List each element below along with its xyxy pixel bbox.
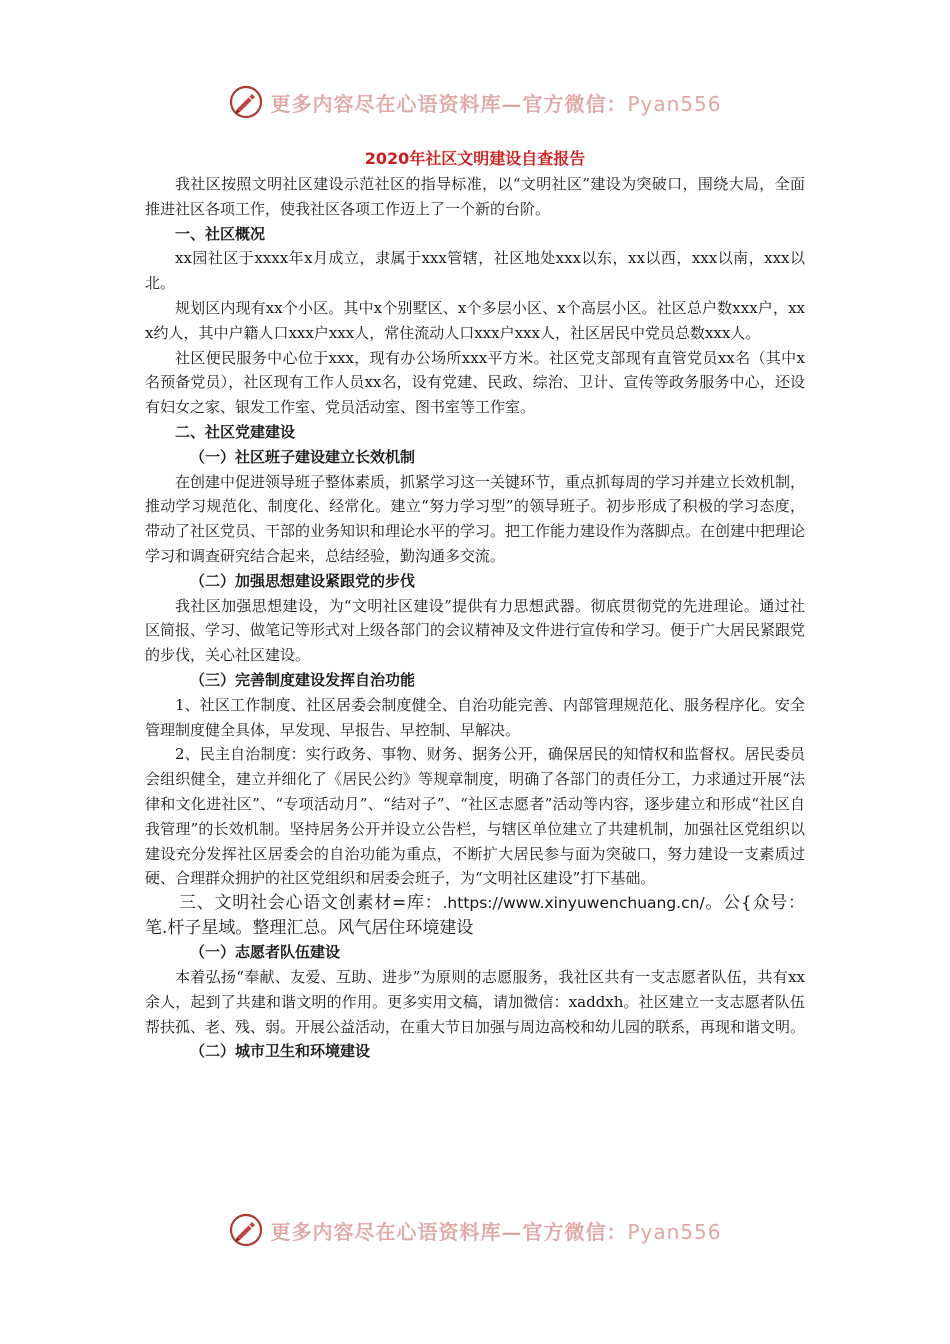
section-2-sub-1-heading: （一）社区班子建设建立长效机制	[190, 447, 416, 466]
section-2-sub-2-heading: （二）加强思想建设紧跟党的步伐	[190, 571, 416, 590]
source-url-link[interactable]: .https://www.xinyuwenchuang.cn/	[442, 894, 705, 913]
section-3-heading: 三、文明社会心语文创素材=库：.https://www.xinyuwenchuang.cn/。公{众号：笔.杆子星域。整理汇总。风气居住环境建设	[145, 893, 805, 938]
section-3-sub-2-heading: （二）城市卫生和环境建设	[190, 1042, 371, 1061]
pen-logo-icon	[228, 84, 264, 120]
section-2-sub-3-heading: （三）完善制度建设发挥自治功能	[190, 670, 416, 689]
banner-text: 更多内容尽在心语资料库—官方微信：Pyan556	[270, 1219, 722, 1244]
intro-paragraph: 我社区按照文明社区建设示范社区的指导标准，以“文明社区”建设为突破口，围绕大局，全面推进社区各项工作，使我社区各项工作迈上了一个新的台阶。	[145, 175, 805, 218]
section-1-heading: 一、社区概况	[175, 224, 266, 243]
section-3-sub-1-heading: （一）志愿者队伍建设	[190, 943, 341, 962]
document-body	[145, 172, 805, 1064]
section-1-paragraph: xx园社区于xxxx年x月成立，隶属于xxx管辖，社区地处xxx以东，xx以西，xxx以南，xxx以北。	[145, 249, 805, 293]
banner-text: 更多内容尽在心语资料库—官方微信：Pyan556	[270, 91, 722, 116]
section-1-paragraph: 社区便民服务中心位于xxx，现有办公场所xxx平方米。社区党支部现有直管党员xx名（其中x名预备党员），社区现有工作人员xx名，设有党建、民政、综治、卫计、宣传等政务服务中心，还设有妇女之家、银发工作室、党员活动室、图书室等工作室。	[145, 348, 805, 417]
section-2-sub-1-text: 在创建中促进领导班子整体素质，抓紧学习这一关键环节，重点抓每周的学习并建立长效机制，推动学习规范化、制度化、经常化。建立“努力学习型”的领导班子。初步形成了积极的学习态度，带动了社区党员、干部的业务知识和理论水平的学习。把工作能力建设作为落脚点。在创建中把理论学习和调查研究结合起来，总结经验，勤沟通多交流。	[145, 472, 806, 565]
banner-wechat-id: Pyan556	[627, 1219, 722, 1244]
section-3-sub-1-text: 本着弘扬“奉献、友爱、互助、进步”为原则的志愿服务，我社区共有一支志愿者队伍，共有xx余人，起到了共建和谐文明的作用。更多实用文稿，请加微信：xaddxh。社区建立一支志愿者队伍帮扶孤、老、残、弱。开展公益活动，在重大节日加强与周边高校和幼儿园的联系，再现和谐文明。	[145, 968, 806, 1036]
pen-logo-icon	[228, 1212, 264, 1248]
header-banner	[0, 80, 950, 124]
section-2-sub-2-text: 我社区加强思想建设，为“文明社区建设”提供有力思想武器。彻底贯彻党的先进理论。通过社区简报、学习、做笔记等形式对上级各部门的会议精神及文件进行宣传和学习。便于广大居民紧跟党的步伐，关心社区建设。	[145, 596, 806, 665]
page-title: 2020年社区文明建设自查报告	[364, 149, 586, 168]
section-2-heading: 二、社区党建建设	[175, 422, 296, 441]
section-2-sub-3-item-2: 2、民主自治制度：实行政务、事物、财务、据务公开，确保居民的知情权和监督权。居民委员会组织健全，建立并细化了《居民公约》等规章制度，明确了各部门的责任分工，力求通过开展“法律和文化进社区”、“专项活动月”、“结对子”、“社区志愿者”活动等内容，逐步建立和形成“社区自我管理”的长效机制。坚持居务公开并设立公告栏，与辖区单位建立了共建机制，加强社区党组织以建设充分发挥社区居委会的自治功能为重点，不断扩大居民参与面为突破口，努力建设一支素质过硬、合理群众拥护的社区党组织和居委会班子，为“文明社区建设”打下基础。	[145, 745, 805, 888]
section-2-sub-3-item-1: 1、社区工作制度、社区居委会制度健全、自治功能完善、内部管理规范化、服务程序化。安全管理制度健全具体，早发现、早报告、早控制、早解决。	[145, 695, 805, 739]
footer-banner	[0, 1208, 950, 1252]
section-1-paragraph: 规划区内现有xx个小区。其中x个别墅区、x个多层小区、x个高层小区。社区总户数xxx户，xxx约人，其中户籍人口xxx户xxx人，常住流动人口xxx户xxx人，社区居民中党员总数xxx人。	[145, 298, 805, 342]
banner-wechat-id: Pyan556	[627, 91, 722, 116]
